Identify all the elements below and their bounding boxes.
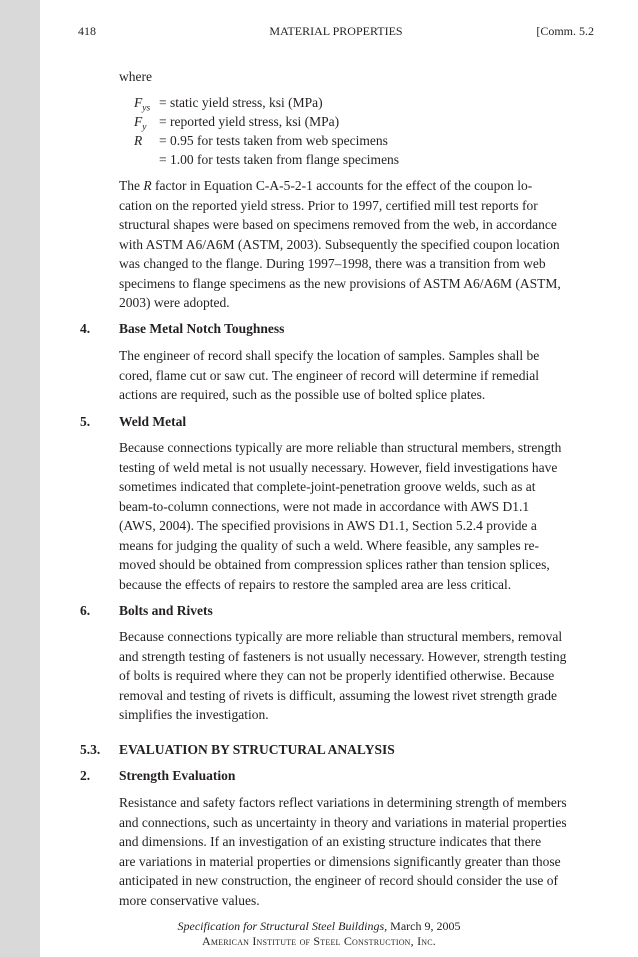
definition-symbol: R (134, 133, 143, 148)
section-number: 2. (80, 768, 91, 783)
r-factor-paragraph (119, 176, 590, 313)
section-title: EVALUATION BY STRUCTURAL ANALYSIS (119, 742, 395, 757)
section-number: 5.3. (80, 742, 101, 757)
paragraph-line: anticipated in new construction, the engineer of record should consider the use of (119, 873, 558, 888)
paragraph-line: beam-to-column connections, were not made in accordance with AWS D1.1 (119, 498, 530, 514)
paragraph-line: structural shapes were based on specimens removed from the web, in accordance (119, 217, 557, 232)
paragraph-line: more conservative values. (119, 892, 260, 908)
paragraph-line: was changed to the flange. During 1997–1998, there was a transition from web (119, 256, 546, 271)
section-number: 5. (80, 414, 91, 429)
paragraph-line: 2003) were adopted. (119, 295, 230, 310)
paragraph-line: cored, flame cut or saw cut. The engineer of record will determine if remedial (119, 367, 539, 383)
publisher: American Institute of Steel Construction, Inc. (202, 934, 436, 948)
section-paragraph (119, 438, 590, 594)
section-paragraph (119, 346, 590, 405)
paragraph-line: testing of weld metal is not usually necessary. However, field investigations have (119, 459, 558, 475)
where-label: where (119, 69, 152, 84)
running-header (78, 24, 594, 42)
paragraph-line: Because connections typically are more reliable than structural members, strength (119, 440, 562, 455)
section-title: Base Metal Notch Toughness (119, 321, 285, 336)
footer-citation (0, 919, 638, 934)
paragraph-line: simplifies the investigation. (119, 707, 269, 722)
definition-symbol: $F_{ys}$ (134, 95, 151, 114)
page-number: 418 (78, 24, 96, 38)
spec-title: Specification for Structural Steel Buildings, (177, 919, 388, 933)
section-title: Strength Evaluation (119, 768, 236, 783)
definition-text: = 0.95 for tests taken from web specimens (159, 133, 388, 148)
paragraph-line: and connections, such as uncertainty in theory and variations in material properties (119, 814, 567, 830)
paragraph-line: Resistance and safety factors reflect variations in determining strength of members (119, 795, 567, 810)
definition-text: = reported yield stress, ksi (MPa) (159, 114, 340, 129)
section-paragraph (119, 627, 590, 725)
paragraph-line: and strength testing of fasteners is not usually necessary. However, strength testing (119, 648, 567, 664)
section-number: 4. (80, 321, 91, 336)
paragraph-line: (AWS, 2004). The specified provisions in AWS D1.1, Section 5.2.4 provide a (119, 518, 537, 533)
paragraph-line: are variations in material properties or dimensions significantly greater than those (119, 853, 561, 869)
r-variable: R (143, 178, 152, 193)
paragraph-line: The R factor in Equation C-A-5-2-1 accounts for the effect of the coupon lo- (119, 178, 533, 193)
paragraph-line: The engineer of record shall specify the location of samples. Samples shall be (119, 348, 540, 363)
section-reference: [Comm. 5.2 (536, 24, 594, 38)
paragraph-line: of bolts is required where they can not be properly identified otherwise. Because (119, 668, 555, 683)
definition-symbol: $F_y$ (134, 114, 147, 133)
page-gutter (0, 0, 40, 957)
paragraph-line: removal and testing of rivets is difficult, assuming the lowest rivet strength grade (119, 687, 558, 703)
section-title: Weld Metal (119, 414, 187, 429)
paragraph-line: specimens to flange specimens as the new provisions of ASTM A6/A6M (ASTM, (119, 275, 561, 291)
definition-text: = 1.00 for tests taken from flange specimens (159, 152, 400, 167)
paragraph-line: moved should be obtained from compression splices rather than tension splices, (119, 557, 550, 572)
paragraph-line: and dimensions. If an investigation of an existing structure indicates that there (119, 834, 542, 849)
paragraph-line: sometimes indicated that complete-joint-penetration groove welds, such as at (119, 479, 536, 494)
footer (0, 919, 638, 949)
definition-text: = static yield stress, ksi (MPa) (159, 95, 323, 110)
paragraph-line: because the effects of repairs to restore the sampled area are less critical. (119, 576, 512, 592)
footer-date: March 9, 2005 (387, 919, 461, 933)
running-title: MATERIAL PROPERTIES (269, 24, 403, 38)
section-number: 6. (80, 603, 91, 618)
paragraph-line: cation on the reported yield stress. Prior to 1997, certified mill test reports for (119, 197, 538, 213)
paragraph-line: means for judging the quality of such a weld. Where feasible, any samples re- (119, 537, 539, 553)
section-title: Bolts and Rivets (119, 603, 213, 618)
paragraph-line: actions are required, such as the possible use of bolted splice plates. (119, 387, 486, 402)
paragraph-line: with ASTM A6/A6M (ASTM, 2003). Subsequently the specified coupon location (119, 236, 560, 252)
section-paragraph (119, 793, 590, 910)
paragraph-line: Because connections typically are more reliable than structural members, removal (119, 629, 563, 644)
